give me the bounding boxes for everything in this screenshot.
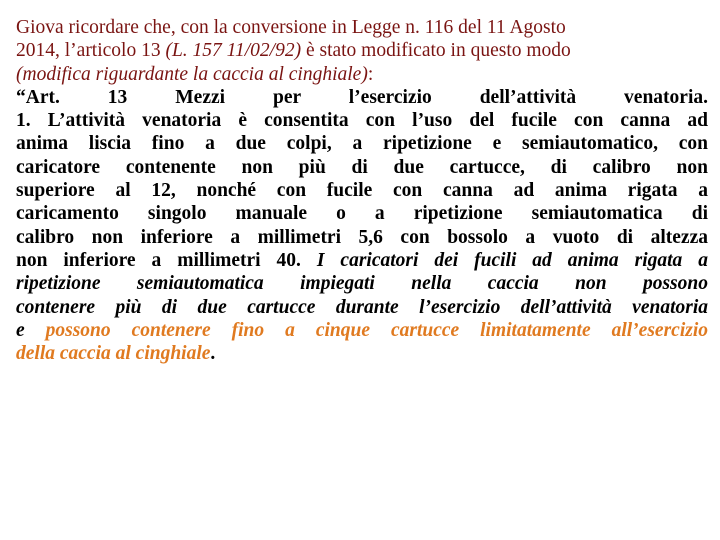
article-line-9: contenere più di due cartucce durante l’esercizio dell’attività venatoria	[16, 296, 708, 318]
article-line-10	[16, 319, 708, 342]
article-line-7-plain: non inferiore a millimetri 40.	[16, 249, 317, 271]
final-period: .	[210, 343, 216, 365]
article-text	[16, 86, 708, 366]
highlighted-amendment: possono contenere fino a cinque cartucce limitatamente all’esercizio	[45, 319, 708, 341]
article-line-11	[16, 342, 708, 365]
slide-content	[16, 16, 708, 365]
intro-text-end: è stato modificato in questo modo	[301, 40, 571, 62]
article-heading: “Art. 13 Mezzi per l’esercizio dell’attività venatoria.	[16, 86, 708, 108]
article-line-8: ripetizione semiautomatica impiegati nella caccia non possono	[16, 273, 708, 295]
article-line-7	[16, 249, 708, 272]
article-line-5: caricamento singolo manuale o a ripetizione semiautomatica di	[16, 203, 708, 225]
intro-line-1: Giova ricordare che, con la conversione in Legge n. 116 del 11 Agosto	[16, 17, 566, 38]
modification-note: (modifica riguardante la caccia al cinghiale)	[16, 63, 368, 85]
colon: :	[367, 63, 374, 85]
intro-paragraph	[16, 16, 708, 86]
article-line-1: 1. L’attività venatoria è consentita con l’uso del fucile con canna ad	[16, 110, 708, 132]
intro-line-2	[16, 39, 708, 62]
article-line-4: superiore al 12, nonché con fucile con canna ad anima rigata a	[16, 180, 708, 202]
intro-line-3	[16, 63, 708, 86]
article-line-7-italic: I caricatori dei fucili ad anima rigata a	[316, 249, 708, 271]
law-reference: (L. 157 11/02/92)	[165, 40, 302, 62]
article-line-6: calibro non inferiore a millimetri 5,6 con bossolo a vuoto di altezza	[16, 226, 708, 248]
highlighted-amendment-end: della caccia al cinghiale	[16, 343, 211, 365]
article-line-10-start: e	[16, 319, 46, 341]
article-line-3: caricatore contenente non più di due cartucce, di calibro non	[16, 156, 708, 178]
intro-text: 2014, l’articolo 13	[16, 40, 166, 62]
article-line-2: anima liscia fino a due colpi, a ripetizione e semiautomatico, con	[16, 133, 708, 155]
